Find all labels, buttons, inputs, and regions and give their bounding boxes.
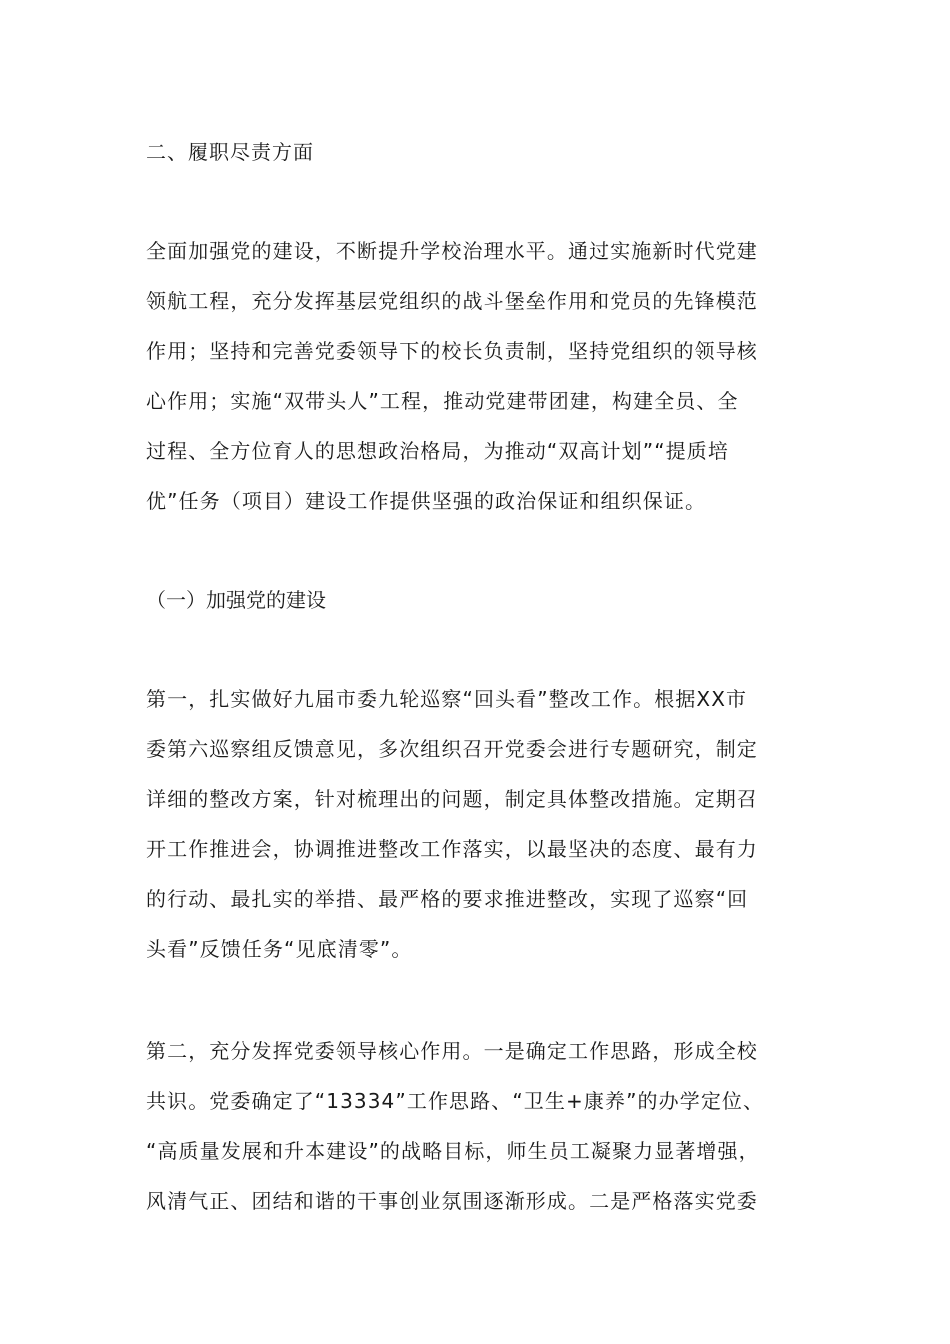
spacer: [146, 174, 806, 226]
paragraph-line: 心作用；实施“双带头人”工程，推动党建带团建，构建全员、全: [146, 389, 739, 413]
paragraph-line: 详细的整改方案，针对梳理出的问题，制定具体整改措施。定期召: [146, 787, 758, 811]
paragraph-line: 头看”反馈任务“见底清零”。: [146, 937, 413, 961]
paragraph-second: [146, 1026, 806, 1226]
spacer: [146, 622, 806, 674]
paragraph-line: 共识。党委确定了“13334”工作思路、“卫生+康养”的办学定位、: [146, 1089, 765, 1113]
paragraph-first: [146, 674, 806, 974]
paragraph-line: 全面加强党的建设，不断提升学校治理水平。通过实施新时代党建: [146, 239, 758, 263]
paragraph-line: 风清气正、团结和谐的干事创业氛围逐渐形成。二是严格落实党委: [146, 1189, 758, 1213]
document-body: [146, 130, 806, 1226]
section-heading: 二、履职尽责方面: [146, 140, 314, 164]
paragraph-line: 开工作推进会，协调推进整改工作落实，以最坚决的态度、最有力: [146, 837, 758, 861]
paragraph-line: 优”任务（项目）建设工作提供坚强的政治保证和组织保证。: [146, 489, 707, 513]
paragraph-line: 领航工程，充分发挥基层党组织的战斗堡垒作用和党员的先锋模范: [146, 289, 758, 313]
spacer: [146, 974, 806, 1026]
paragraph-line: 过程、全方位育人的思想政治格局，为推动“双高计划”“提质培: [146, 439, 729, 463]
paragraph-line: 委第六巡察组反馈意见，多次组织召开党委会进行专题研究，制定: [146, 737, 758, 761]
paragraph-line: 第一，扎实做好九届市委九轮巡察“回头看”整改工作。根据XX市: [146, 687, 748, 711]
subsection-heading: （一）加强党的建设: [146, 588, 326, 612]
paragraph-line: “高质量发展和升本建设”的战略目标，师生员工凝聚力显著增强，: [146, 1139, 760, 1163]
paragraph-line: 的行动、最扎实的举措、最严格的要求推进整改，实现了巡察“回: [146, 887, 749, 911]
paragraph-line: 作用；坚持和完善党委领导下的校长负责制，坚持党组织的领导核: [146, 339, 758, 363]
spacer: [146, 526, 806, 578]
intro-paragraph: [146, 226, 806, 526]
paragraph-line: 第二，充分发挥党委领导核心作用。一是确定工作思路，形成全校: [146, 1039, 758, 1063]
